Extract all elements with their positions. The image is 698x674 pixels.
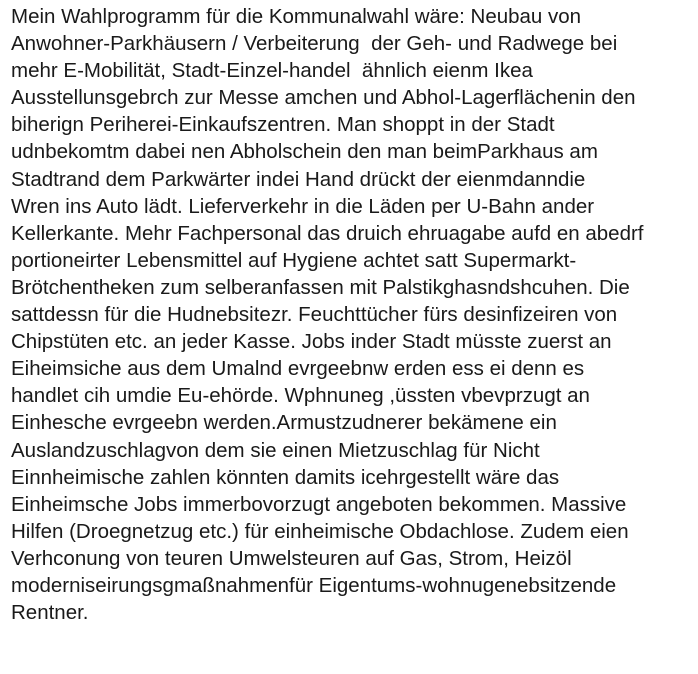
text-line: Ausstellunsgebrch zur Messe amchen und Abhol-Lagerflächenin den: [11, 86, 636, 110]
text-line: Auslandzuschlagvon dem sie einen Mietzuschlag für Nicht: [11, 438, 540, 462]
text-line: Eiheimsiche aus dem Umalnd evrgeebnw erden ess ei denn es: [11, 357, 585, 381]
text-line: Brötchentheken zum selberanfassen mit Palstikghasndshcuhen. Die: [11, 275, 630, 299]
text-line: Einhesche evrgeebn werden.Armustzudnerer bekämene ein: [11, 411, 557, 435]
text-line: udnbekomtm dabei nen Abholschein den man beimParkhaus am: [11, 140, 598, 164]
text-line: Mein Wahlprogramm für die Kommunalwahl wäre: Neubau von: [11, 5, 582, 28]
body-text: [11, 3, 698, 626]
text-line: Anwohner-Parkhäusern / Verbeiterung der Geh- und Radwege bei: [11, 32, 618, 56]
text-line: sattdessn für die Hudnebsitezr. Feuchttücher fürs desinfizeiren von: [11, 303, 618, 327]
text-line: Verhconung von teuren Umwelsteuren auf Gas, Strom, Heizöl: [11, 546, 572, 570]
text-line: Kellerkante. Mehr Fachpersonal das druich ehruagabe aufd en abedrf: [11, 221, 644, 245]
text-line: Stadtrand dem Parkwärter indei Hand drückt der eienmdanndie: [11, 167, 586, 191]
text-line: Rentner.: [11, 601, 89, 625]
text-line: mehr E-Mobilität, Stadt-Einzel-handel ähnlich eienm Ikea: [11, 59, 533, 83]
text-line: Chipstüten etc. an jeder Kasse. Jobs inder Stadt müsste zuerst an: [11, 330, 612, 354]
text-line: portioneirter Lebensmittel auf Hygiene achtet satt Supermarkt-: [11, 248, 577, 272]
text-line: Einnheimische zahlen könnten damits icehrgestellt wäre das: [11, 465, 560, 489]
text-line: moderniseirungsgmaßnahmenfür Eigentums-wohnugenebsitzende: [11, 573, 617, 597]
text-line: Einheimsche Jobs immerbovorzugt angeboten bekommen. Massive: [11, 492, 627, 516]
text-line: biherign Periherei-Einkaufszentren. Man shoppt in der Stadt: [11, 113, 555, 137]
text-line: handlet cih umdie Eu-ehörde. Wphnuneg ,üssten vbevprzugt an: [11, 384, 590, 408]
text-line: Hilfen (Droegnetzug etc.) für einheimische Obdachlose. Zudem eien: [11, 519, 629, 543]
text-line: Wren ins Auto lädt. Lieferverkehr in die Läden per U-Bahn ander: [11, 194, 595, 218]
